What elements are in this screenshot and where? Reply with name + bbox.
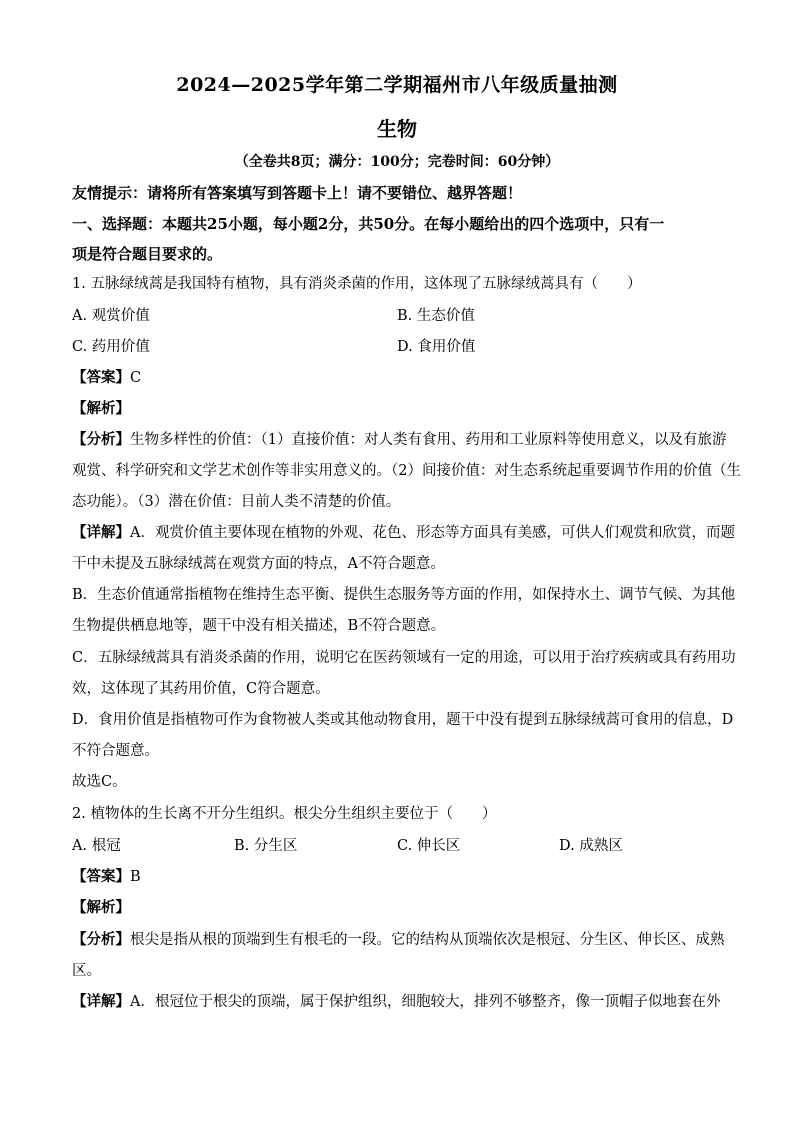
answer-tag: 【答案】 <box>72 868 130 885</box>
q1-stem: 1. 五脉绿绒蒿是我国特有植物，具有消炎杀菌的作用，这体现了五脉绿绒蒿具有（ ） <box>72 276 642 292</box>
xiangjie-tag: 【详解】 <box>72 524 130 541</box>
section-heading-line2: 项是符合题目要求的。 <box>72 245 223 263</box>
q2-option-c: C. 伸长区 <box>397 838 461 854</box>
exam-info: （全卷共8页；满分：100分；完卷时间：60分钟） <box>234 154 560 170</box>
q1-detail-line2: 干中未提及五脉绿绒蒿在观赏方面的特点，A不符合题意。 <box>72 556 445 572</box>
q1-fenxi-line3: 态功能）。（3）潜在价值：目前人类不清楚的价值。 <box>72 494 401 510</box>
q2-fenxi-text1: 根尖是指从根的顶端到生有根毛的一段。它的结构从顶端依次是根冠、分生区、伸长区、成熟 <box>130 932 725 948</box>
q1-detail-line4: 生物提供栖息地等，题干中没有相关描述，B不符合题意。 <box>72 618 446 634</box>
q2-detail-text1: A．根冠位于根尖的顶端，属于保护组织，细胞较大，排列不够整齐，像一顶帽子似地套在外 <box>130 994 721 1010</box>
q1-fenxi-line1 <box>72 430 727 450</box>
q2-stem: 2. 植物体的生长离不开分生组织。根尖分生组织主要位于（ ） <box>72 806 497 822</box>
q1-conclusion: 故选C。 <box>72 774 127 790</box>
subject-title: 生物 <box>377 117 417 141</box>
q1-detail-line8: 不符合题意。 <box>72 743 159 759</box>
q2-option-b: B. 分生区 <box>234 838 298 854</box>
q1-detail-line5: C．五脉绿绒蒿具有消炎杀菌的作用，说明它在医药领域有一定的用途，可以用于治疗疾病或具有药用功 <box>72 650 736 666</box>
q2-detail-line1 <box>72 992 722 1012</box>
q1-option-b: B. 生态价值 <box>397 308 475 324</box>
q2-answer-value: B <box>130 869 141 885</box>
q1-option-c: C. 药用价值 <box>72 339 150 355</box>
q1-analysis-tag: 【解析】 <box>72 400 130 417</box>
q2-fenxi-line2: 区。 <box>72 963 101 979</box>
q1-answer <box>72 368 722 388</box>
q1-detail-line3: B．生态价值通常指植物在维持生态平衡、提供生态服务等方面的作用，如保持水土、调节气候、为其他 <box>72 587 736 603</box>
q2-option-d: D. 成熟区 <box>559 838 623 854</box>
q2-option-a: A. 根冠 <box>72 838 121 854</box>
exam-title: 2024—2025学年第二学期福州市八年级质量抽测 <box>176 74 618 96</box>
section-heading-line1: 一、选择题：本题共25小题，每小题2分，共50分。在每小题给出的四个选项中，只有一 <box>72 215 665 233</box>
q1-fenxi-text1: 生物多样性的价值：（1）直接价值：对人类有食用、药用和工业原料等使用意义，以及有旅游 <box>130 432 727 448</box>
q1-detail-line6: 效，这体现了其药用价值，C符合题意。 <box>72 681 330 697</box>
answer-tag: 【答案】 <box>72 369 130 386</box>
xiangjie-tag: 【详解】 <box>72 993 130 1010</box>
q1-detail-text1: A．观赏价值主要体现在植物的外观、花色、形态等方面具有美感，可供人们观赏和欣赏，而题 <box>130 525 735 541</box>
notice-text: 友情提示：请将所有答案填写到答题卡上！请不要错位、越界答题！ <box>72 184 523 202</box>
q2-answer <box>72 867 722 887</box>
q2-fenxi-line1 <box>72 930 725 950</box>
q2-analysis-tag: 【解析】 <box>72 899 130 916</box>
q1-fenxi-line2: 观赏、科学研究和文学艺术创作等非实用意义的。（2）间接价值：对生态系统起重要调节作用的价值（生 <box>72 463 741 479</box>
q1-option-a: A. 观赏价值 <box>72 308 150 324</box>
q1-detail-line7: D．食用价值是指植物可作为食物被人类或其他动物食用，题干中没有提到五脉绿绒蒿可食用的信息，D <box>72 712 734 728</box>
q1-option-d: D. 食用价值 <box>397 339 476 355</box>
q1-answer-value: C <box>130 370 142 386</box>
fenxi-tag: 【分析】 <box>72 931 130 948</box>
q1-detail-line1 <box>72 523 735 543</box>
fenxi-tag: 【分析】 <box>72 431 130 448</box>
